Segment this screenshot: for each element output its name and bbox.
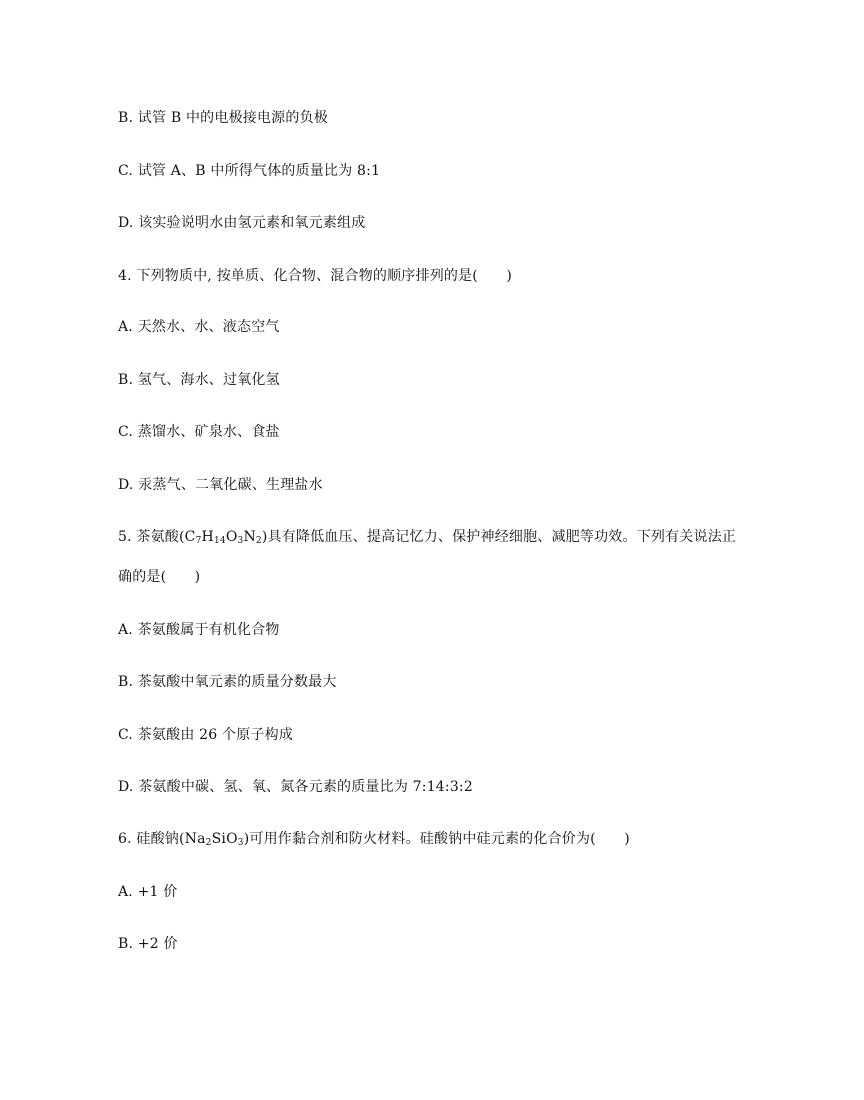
option-d-q4: D. 汞蒸气、二氧化碳、生理盐水: [118, 477, 323, 493]
option-c-q3: C. 试管 A、B 中所得气体的质量比为 8:1: [118, 163, 381, 179]
option-c-q4: C. 蒸馏水、矿泉水、食盐: [118, 424, 280, 440]
q5-o: O: [225, 529, 238, 545]
question-6: [118, 830, 630, 848]
q5-n: N: [243, 529, 256, 545]
question-5-cont: 确的是( ): [118, 569, 201, 585]
option-c-q5: C. 茶氨酸由 26 个原子构成: [118, 727, 294, 743]
option-a-q4: A. 天然水、水、液态空气: [118, 319, 280, 335]
option-b-q4: B. 氢气、海水、过氧化氢: [118, 372, 280, 388]
question-5: [118, 528, 736, 546]
q5-sub-h: 14: [213, 536, 226, 546]
q5-sub-o: 3: [237, 536, 244, 546]
option-b-q5: B. 茶氨酸中氧元素的质量分数最大: [118, 674, 337, 690]
q5-sub-n: 2: [255, 536, 262, 546]
q6-sub-na: 2: [205, 838, 212, 848]
option-b-q6: B. +2 价: [118, 936, 178, 952]
question-4: 4. 下列物质中, 按单质、化合物、混合物的顺序排列的是( ): [118, 268, 513, 284]
q6-sio: SiO: [211, 831, 238, 847]
q5-sub-c: 7: [195, 536, 202, 546]
option-b-q3: B. 试管 B 中的电极接电源的负极: [118, 110, 328, 126]
q6-sub-o: 3: [237, 838, 244, 848]
option-a-q6: A. +1 价: [118, 884, 178, 900]
option-a-q5: A. 茶氨酸属于有机化合物: [118, 622, 280, 638]
q5-h: H: [201, 529, 214, 545]
q6-prefix: 6. 硅酸钠(Na: [118, 831, 206, 847]
q5-suffix: )具有降低血压、提高记忆力、保护神经细胞、减肥等功效。下列有关说法正: [261, 529, 737, 545]
q6-suffix: )可用作黏合剂和防火材料。硅酸钠中硅元素的化合价为( ): [243, 831, 630, 847]
option-d-q5: D. 茶氨酸中碳、氢、氧、氮各元素的质量比为 7:14:3:2: [118, 779, 473, 795]
q5-prefix: 5. 茶氨酸(C: [118, 529, 196, 545]
option-d-q3: D. 该实验说明水由氢元素和氧元素组成: [118, 215, 366, 231]
